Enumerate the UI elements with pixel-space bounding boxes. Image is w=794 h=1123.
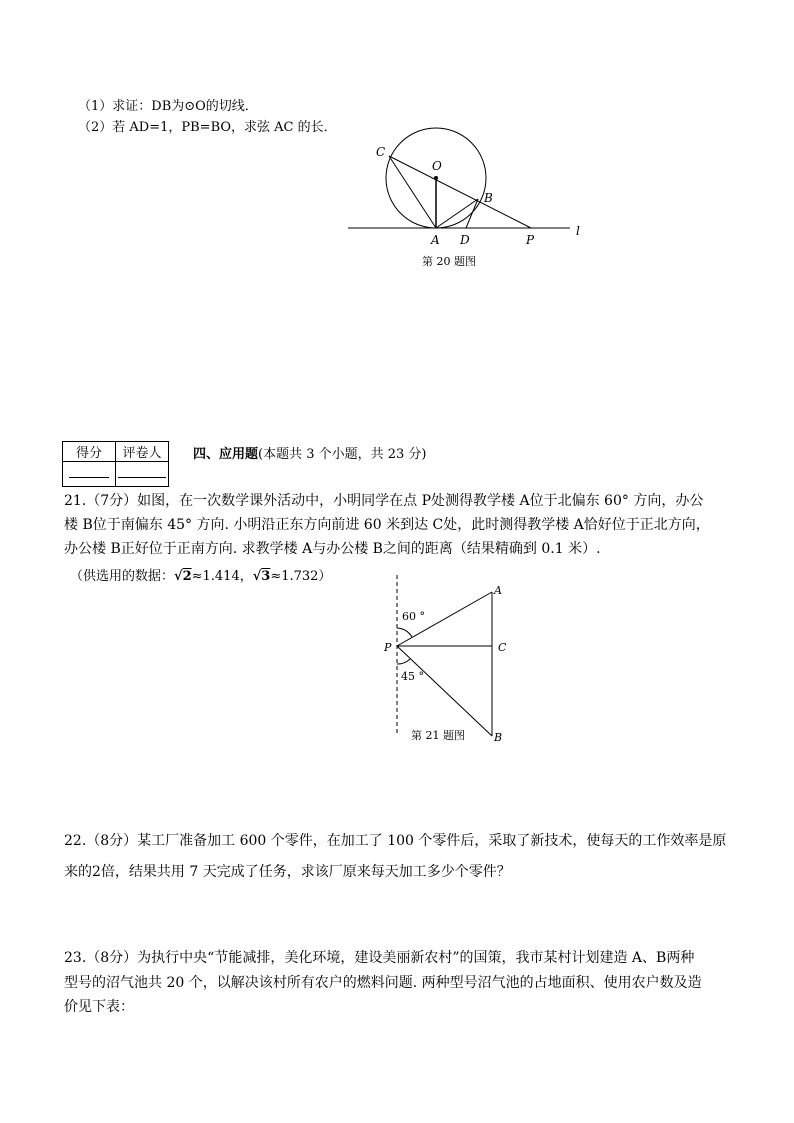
q20-part2: （2）若 AD=1，PB=BO，求弦 AC 的长． xyxy=(78,120,337,135)
q23-line3: 价见下表： xyxy=(64,999,134,1015)
q23-line1: 23.（8分）为执行中央“节能减排，美化环境，建设美丽新农村”的国策，我市某村计划建造 A、B两种 xyxy=(64,950,695,966)
label-b: B xyxy=(484,191,493,205)
angle-label-60: 60 ° xyxy=(402,610,425,623)
label-l: l xyxy=(576,224,580,238)
score-table xyxy=(62,441,169,487)
sqrt3-expr: √3 xyxy=(252,569,271,584)
q21-line1: 21.（7分）如图，在一次数学课外活动中，小明同学在点 P处测得教学楼 A位于北偏东 60° 方向，办公 xyxy=(64,493,704,509)
sqrt3-value: 3 xyxy=(261,569,271,584)
segment-cp xyxy=(389,156,531,228)
angle-arc-60 xyxy=(397,628,412,637)
sqrt2-expr: √2 xyxy=(174,569,192,584)
grader-blank[interactable] xyxy=(116,462,169,487)
sqrt2-value: 2 xyxy=(182,569,192,584)
label-b-21: B xyxy=(494,731,503,744)
score-header-score: 得分 xyxy=(63,442,116,462)
q22-line2: 来的2倍，结果共用 7 天完成了任务，求该厂原来每天加工多少个零件？ xyxy=(64,864,511,880)
section-title: 四、应用题 xyxy=(193,447,259,462)
label-c: C xyxy=(376,145,386,159)
q22-line1: 22.（8分）某工厂准备加工 600 个零件，在加工了 100 个零件后，采取了新技术，使每天的工作效率是原 xyxy=(64,833,727,849)
angle-label-45: 45 ° xyxy=(401,670,424,683)
segment-pb xyxy=(397,646,492,736)
label-p-21: P xyxy=(384,641,392,654)
sqrt2-approx: ≈1.414， xyxy=(191,569,253,584)
hint-prefix: （供选用的数据： xyxy=(70,569,175,584)
label-a-21: A xyxy=(494,584,502,597)
segment-ca xyxy=(389,156,436,228)
label-c-21: C xyxy=(498,641,507,654)
label-p: P xyxy=(526,233,535,247)
section-heading xyxy=(193,443,427,462)
label-a: A xyxy=(431,233,440,247)
q23-line2: 型号的沼气池共 20 个，以解决该村所有农户的燃料问题. 两种型号沼气池的占地面积、使用农户数及造 xyxy=(64,975,702,991)
q21-line2: 楼 B位于南偏东 45° 方向. 小明沿正东方向前进 60 米到达 C处，此时测得教学楼 A恰好位于正北方向， xyxy=(64,517,710,533)
figure21-caption: 第 21 题图 xyxy=(411,729,465,742)
center-dot xyxy=(434,176,438,180)
angle-arc-45 xyxy=(397,659,410,664)
q21-line3: 办公楼 B正好位于正南方向. 求教学楼 A与办公楼 B之间的距离（结果精确到 0.1 米）. xyxy=(64,541,601,557)
label-o: O xyxy=(432,159,442,173)
q20-part1: （1）求证：DB为⊙O的切线． xyxy=(78,99,258,114)
q21-hint xyxy=(70,568,331,585)
section-note: (本题共 3 个小题，共 23 分) xyxy=(258,447,427,462)
score-header-grader: 评卷人 xyxy=(116,442,169,462)
sqrt3-approx: ≈1.732） xyxy=(270,569,332,584)
score-blank[interactable] xyxy=(63,462,116,487)
figure20-caption: 第 20 题图 xyxy=(422,255,476,268)
label-d: D xyxy=(460,233,470,247)
